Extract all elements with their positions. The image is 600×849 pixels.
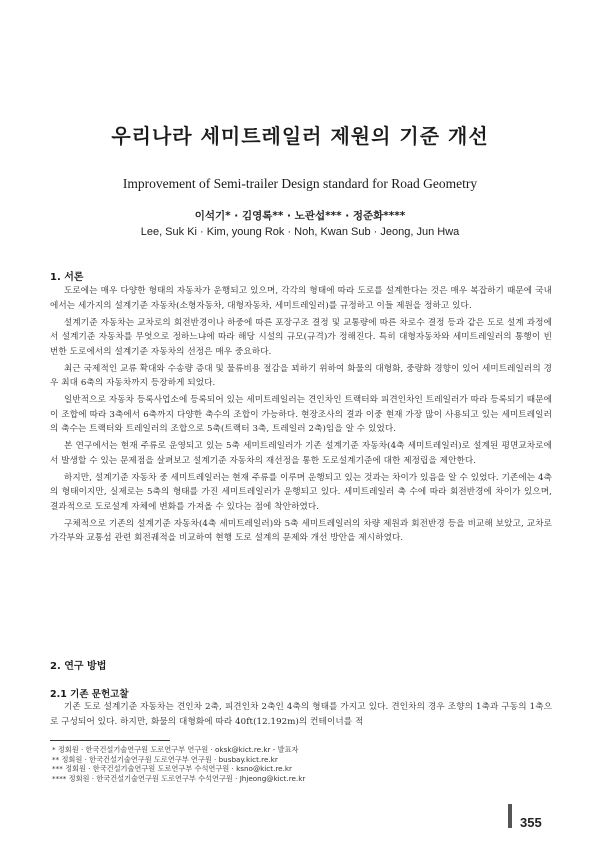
page-number-bar (508, 804, 512, 828)
footnote: ** 정회원 · 한국건설기술연구원 도로연구부 연구원 · busbay.kict.re.kr (52, 754, 278, 764)
subsection-heading-literature: 2.1 기존 문헌고찰 (50, 689, 129, 700)
authors-english: Lee, Suk Ki · Kim, young Rok · Noh, Kwan Sub · Jeong, Jun Hwa (140, 226, 460, 238)
paragraph: 최근 국제적인 교류 확대와 수송량 증대 및 물류비용 절감을 꾀하기 위하여 화물의 대형화, 중량화 경향이 있어 세미트레일러의 경우 최대 6축의 자동차까지 등장하게 되었다. (50, 363, 552, 388)
section-heading-method: 2. 연구 방법 (50, 661, 107, 672)
footnote: *** 정회원 · 한국건설기술연구원 도로연구부 수석연구원 · ksno@kict.re.kr (52, 764, 292, 774)
paragraph: 설계기준 자동차는 교차로의 회전반경이나 하중에 따른 포장구조 결정 및 교통량에 따른 차로수 결정 등과 같은 도로 설계 과정에서 설계기준 자동차를 무엇으로 정하느냐에 따라 해당 시설의 규모(규격)가 정해진다. 특히 대형자동차와 세미트레일러의 통행이 빈번한 도로에서의 설계기준 자동차의 선정은 매우 중요하다. (50, 317, 552, 357)
paragraph: 일반적으로 자동차 등록사업소에 등록되어 있는 세미트레일러는 견인차인 트랙터와 피견인차인 트레일러가 따라 등록되기 때문에 이 조합에 따라 3축에서 6축까지 다양한 축수의 조합이 가능하다. 현장조사의 결과 이중 현재 가장 많이 사용되고 있는 세미트레일러의 축수는 트랙터와 트레일러의 조합으로 5축(트랙터 3축, 트레일러 2축)임을 알 수 있었다. (50, 395, 552, 434)
paragraph: 도로에는 매우 다양한 형태의 자동차가 운행되고 있으며, 각각의 형태에 따라 도로를 설계한다는 것은 매우 복잡하기 때문에 국내에서는 세가지의 설계기준 자동차(소형자동차, 대형자동차, 세미트레일러)를 규정하고 이들 제원을 정하고 있다. (50, 286, 552, 311)
paragraph: 기존 도로 설계기준 자동차는 견인차 2축, 피견인차 2축인 4축의 형태를 가지고 있다. 견인차의 경우 조향의 1축과 구동의 1축으로 구성되어 있다. 하지만, 화물의 대형화에 따라 40ft(12.192m)의 컨테이너를 적 (50, 702, 552, 727)
paragraph: 하지만, 설계기준 자동차 중 세미트레일러는 현재 주류를 이루며 운행되고 있는 것과는 차이가 있음을 알 수 있었다. 기존에는 4축의 형태이지만, 실제로는 5축의 형태를 가진 세미트레일러가 운행되고 있다. 세미트레일러 축 수에 따라 회전반경에 차이가 있으며, 결과적으로 도로설계 자체에 변화를 가져올 수 있다는 점에 착안하였다. (50, 472, 552, 512)
paragraph: 구체적으로 기존의 설계기준 자동차(4축 세미트레일러)와 5축 세미트레일러의 차량 제원과 회전반경 등을 비교해 보았고, 교차로 가각부와 교통섬 관련 회전궤적을 비교하여 현행 도로 설계의 문제와 개선 방안을 제시하였다. (50, 518, 552, 543)
paper-subtitle-en: Improvement of Semi-trailer Design standard for Road Geometry (122, 176, 478, 191)
section-body-introduction (50, 284, 552, 548)
footnote: * 정회원 · 한국건설기술연구원 도로연구부 연구원 · oksk@kict.re.kr - 발표자 (52, 745, 299, 754)
footnote: **** 정회원 · 한국건설기술연구원 도로연구부 수석연구원 · Jhjeong@kict.re.kr (52, 773, 306, 783)
section-heading-introduction: 1. 서론 (50, 272, 84, 283)
page-number: 355 (520, 815, 542, 830)
footnote-divider (50, 740, 170, 741)
paper-title: 우리나라 세미트레일러 제원의 기준 개선 (111, 124, 489, 148)
authors-korean: 이석기* · 김영록** · 노관섭*** · 정준화**** (194, 210, 406, 222)
author-footnotes (52, 745, 532, 783)
section-body-method (50, 700, 552, 732)
paragraph: 본 연구에서는 현재 주류로 운영되고 있는 5축 세미트레일러가 기존 설계기준 자동차(4축 세미트레일러)로 설계된 평면교차로에서 발생할 수 있는 문제점을 살펴보고 설계기준 자동차의 재선정을 통한 도로설계기준에 대한 제정립을 제안한다. (50, 441, 552, 466)
